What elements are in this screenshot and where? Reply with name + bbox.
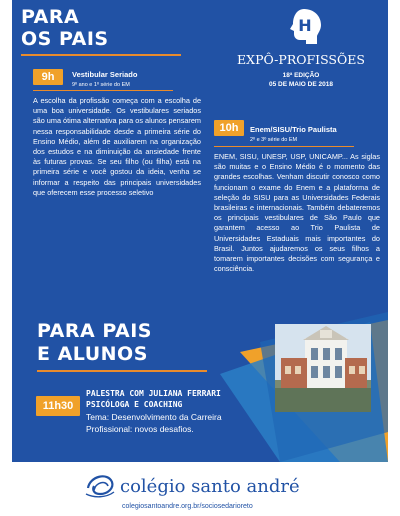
event-poster: [12, 0, 388, 462]
heading-underline: [21, 54, 181, 56]
school-name: colégio santo andré: [120, 476, 300, 497]
school-building-photo: [275, 324, 371, 412]
event-underline-2: [214, 146, 354, 147]
para-pais-e-alunos-heading: [37, 320, 152, 366]
heading-line-1: PARA: [21, 6, 80, 28]
enem-sub: 2º e 3º série do EM: [250, 137, 298, 143]
heading2-line-1: PARA PAIS: [37, 320, 152, 342]
talk-line-2: PSICÓLOGA E COACHING: [86, 400, 183, 409]
heading2-underline: [37, 370, 207, 372]
theme-line-2: Profissional: novos desafios.: [86, 424, 194, 434]
time-badge-9h: 9h: [33, 69, 63, 85]
time-badge-10h: 10h: [214, 120, 244, 136]
theme-line-1: Tema: Desenvolvimento da Carreira: [86, 412, 222, 422]
heading2-line-2: E ALUNOS: [37, 343, 148, 365]
expo-edition: 18ª EDIÇÃO: [282, 72, 320, 79]
footer-links[interactable]: colegiosantoandre.org.br/sociosedarioreto: [122, 503, 253, 510]
heading-line-2: OS PAIS: [21, 28, 109, 50]
enem-body: ENEM, SISU, UNESP, USP, UNICAMP... As siglas são muitas e o Ensino Médio é o momento das grandes escolhas. Venham discutir conosco como funcionam o exame do Enem e a plataforma de seleção do SISU para as Universidades Federais brasileiras e internacionais. Também debateremos os principais vestibulares de São Paulo que garantem acesso ao Trio Paulista de Universidades Estaduais mais importantes do Brasil. Juntos ajudaremos os seus filhos a tomarem importantes decisões com segurança e consciência.: [214, 152, 380, 274]
vestibular-body: A escolha da profissão começa com a escolha de uma boa universidade. Os vestibulares seriados são uma ótima alternativa para os alunos pensarem nessa responsabilidade desde a primeira série do Ensino Médio, além de auxiliarem na organização dos estudos e na diminuição da ansiedade frente às futuras provas. Se seu filho (ou filha) está na primeira série e você gostou da ideia, venha se informar a respeito das principais universidades que oferecem esse processo seletivo: [33, 96, 201, 197]
school-logo-icon: [84, 470, 116, 500]
para-os-pais-heading: [21, 6, 109, 50]
vestibular-sub: 9º ano e 1º série do EM: [72, 82, 130, 88]
vestibular-title: Vestibular Seriado: [72, 70, 138, 79]
expo-title: EXPÔ-PROFISSÕES: [237, 52, 365, 67]
time-badge-11h30: 11h30: [36, 396, 80, 416]
enem-title: Enem/SISU/Trio Paulista: [250, 125, 337, 134]
talk-line-1: PALESTRA COM JULIANA FERRARI: [86, 389, 221, 398]
expo-logo-letter: H: [298, 16, 312, 35]
expo-date: 05 DE MAIO DE 2018: [269, 81, 333, 88]
footer: [0, 462, 400, 516]
event-underline-1: [33, 90, 173, 91]
expo-head-icon: [284, 6, 324, 48]
